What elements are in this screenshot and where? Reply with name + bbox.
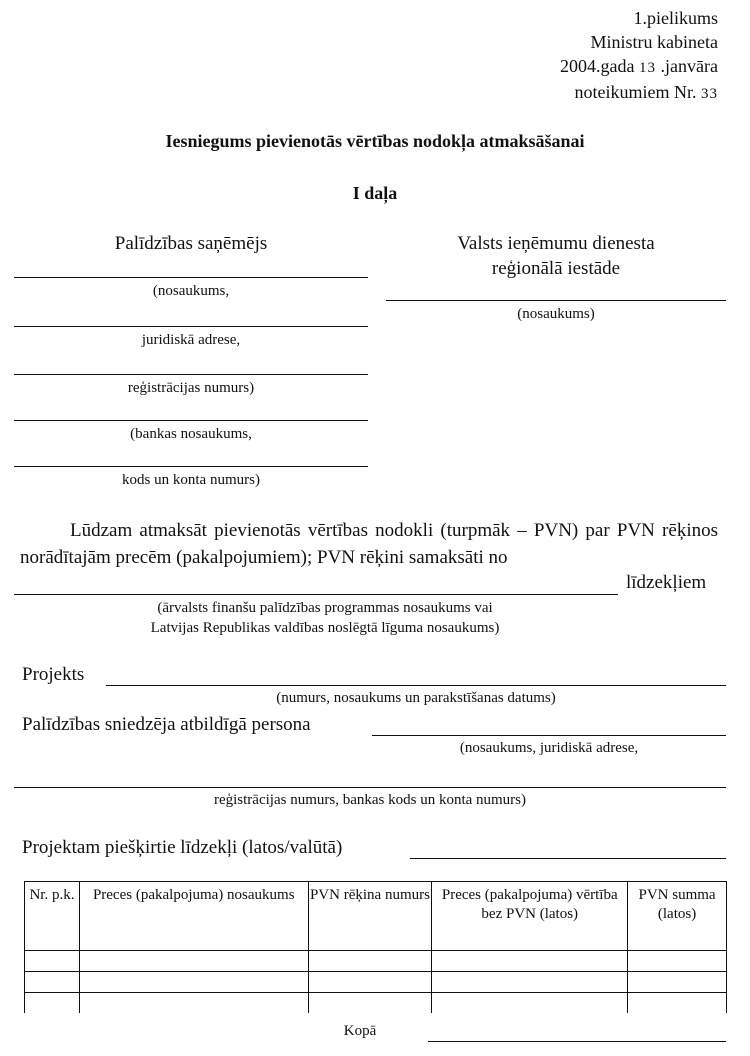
total-label: Kopā <box>343 1023 377 1039</box>
responsible-caption-1: (nosaukums, juridiskā adrese, <box>459 740 639 756</box>
table-header-row <box>25 882 727 951</box>
recipient-caption-1: (nosaukums, <box>152 283 230 299</box>
annex-number: 1.pielikums <box>633 8 718 28</box>
table-cell[interactable] <box>79 951 308 972</box>
regulation-number: noteikumiem Nr. 33 <box>574 82 718 102</box>
authority-line[interactable] <box>386 300 726 301</box>
funding-source-caption-1: (ārvalsts finanšu palīdzības programmas nosaukums vai <box>157 600 493 616</box>
table-cell[interactable] <box>308 972 432 993</box>
request-paragraph: Lūdzam atmaksāt pievienotās vērtības nodokli (turpmāk – PVN) par PVN rēķinos norādītajām precēm (pakalpojumiem); PVN rēķini samaksāti no <box>20 520 718 568</box>
part-title: I daļa <box>352 183 398 203</box>
project-label: Projekts <box>22 664 85 685</box>
responsible-line-1[interactable] <box>372 735 726 736</box>
responsible-label: Palīdzības sniedzēja atbildīgā persona <box>22 714 311 735</box>
project-caption: (numurs, nosaukums un parakstīšanas datums) <box>276 690 556 706</box>
recipient-caption-5: kods un konta numurs) <box>122 472 260 488</box>
recipient-caption-4: (bankas nosaukums, <box>130 426 252 442</box>
table-cell[interactable] <box>628 993 727 1014</box>
document-header <box>560 6 718 106</box>
table-cell[interactable] <box>432 993 628 1014</box>
table-cell[interactable] <box>432 951 628 972</box>
authority-heading-line2: reģionālā iestāde <box>491 258 621 279</box>
recipient-heading: Palīdzības saņēmējs <box>114 233 268 254</box>
recipient-line-4[interactable] <box>14 420 368 421</box>
col-vat-amount: PVN summa (latos) <box>628 882 727 951</box>
request-tail: līdzekļiem <box>626 572 707 593</box>
table-cell[interactable] <box>25 972 80 993</box>
funds-label: Projektam piešķirtie līdzekļi (latos/valūtā) <box>22 837 343 858</box>
funding-source-caption-2: Latvijas Republikas valdības noslēgtā līguma nosaukums) <box>150 620 500 636</box>
project-line[interactable] <box>106 685 726 686</box>
responsible-caption-2: reģistrācijas numurs, bankas kods un konta numurs) <box>213 792 527 808</box>
recipient-line-3[interactable] <box>14 374 368 375</box>
table-cell[interactable] <box>79 972 308 993</box>
recipient-caption-3: reģistrācijas numurs) <box>127 380 255 396</box>
total-line[interactable] <box>428 1041 726 1042</box>
table-cell[interactable] <box>79 993 308 1014</box>
document-title: Iesniegums pievienotās vērtības nodokļa atmaksāšanai <box>165 131 585 151</box>
table-cell[interactable] <box>25 993 80 1014</box>
table-row[interactable] <box>25 972 727 993</box>
invoice-table <box>24 881 727 1013</box>
table-cell[interactable] <box>308 951 432 972</box>
recipient-caption-2: juridiskā adrese, <box>141 332 241 348</box>
table-cell[interactable] <box>628 972 727 993</box>
table-cell[interactable] <box>308 993 432 1014</box>
issuer: Ministru kabineta <box>590 32 718 52</box>
col-value-excl-vat: Preces (pakalpojuma) vērtība bez PVN (latos) <box>432 882 628 951</box>
recipient-line-5[interactable] <box>14 466 368 467</box>
authority-heading-line1: Valsts ieņēmumu dienesta <box>457 233 655 254</box>
table-cell[interactable] <box>432 972 628 993</box>
recipient-line-2[interactable] <box>14 326 368 327</box>
col-invoice-number: PVN rēķina numurs <box>308 882 432 951</box>
col-number: Nr. p.k. <box>25 882 80 951</box>
table-cell[interactable] <box>25 951 80 972</box>
funds-line[interactable] <box>410 858 726 859</box>
responsible-line-2[interactable] <box>14 787 726 788</box>
recipient-line-1[interactable] <box>14 277 368 278</box>
authority-caption: (nosaukums) <box>517 306 595 322</box>
col-goods-name: Preces (pakalpojuma) nosaukums <box>79 882 308 951</box>
table-cell[interactable] <box>628 951 727 972</box>
regulation-date: 2004.gada 13 .janvāra <box>560 56 718 76</box>
table-row[interactable] <box>25 993 727 1014</box>
funding-source-line[interactable] <box>14 594 618 595</box>
table-row[interactable] <box>25 951 727 972</box>
